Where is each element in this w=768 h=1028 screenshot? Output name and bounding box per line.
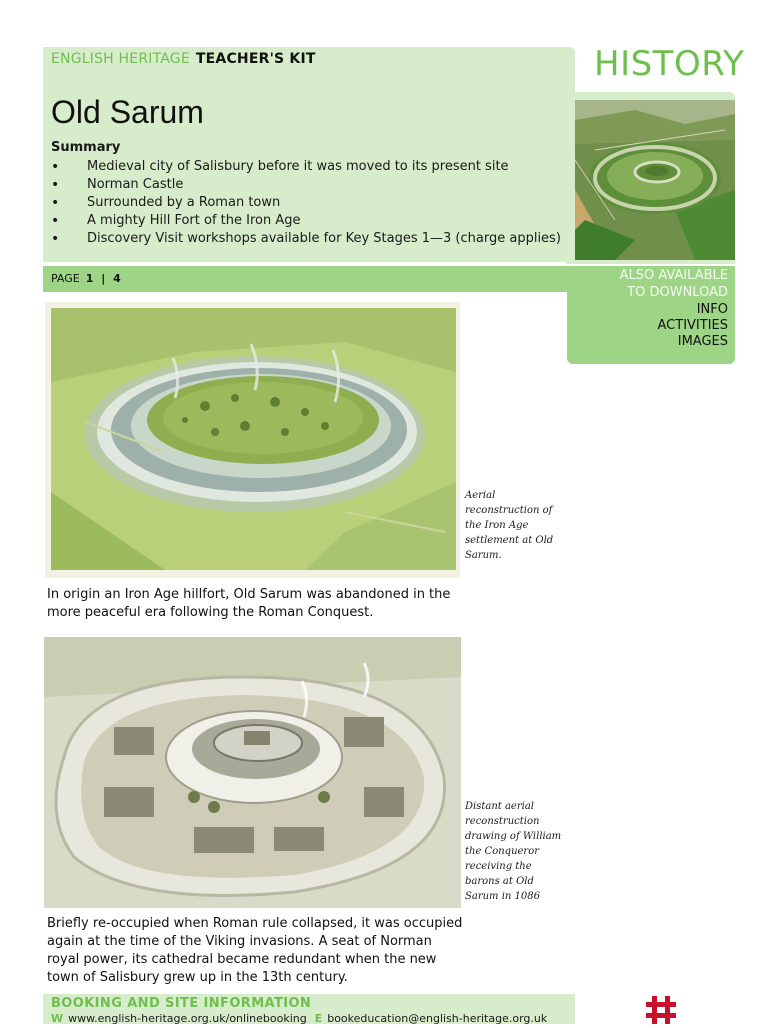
page-strip bbox=[43, 266, 575, 292]
summary-item: • Medieval city of Salisbury before it was moved to its present site bbox=[51, 158, 561, 176]
iron-age-illustration bbox=[45, 302, 460, 578]
summary-item: • Surrounded by a Roman town bbox=[51, 194, 561, 212]
footer-heading: BOOKING AND SITE INFORMATION bbox=[51, 996, 312, 1011]
web-tag: W bbox=[51, 1012, 64, 1025]
norman-illustration bbox=[44, 637, 461, 908]
brand-teachers-kit: TEACHER'S KIT bbox=[195, 51, 316, 67]
figure-1-caption: Aerial reconstruction of the Iron Age settlement at Old Sarum. bbox=[465, 490, 554, 561]
booking-email-link[interactable]: bookeducation@english-heritage.org.uk bbox=[327, 1012, 548, 1025]
page-label: PAGE bbox=[51, 272, 80, 285]
brand-line bbox=[51, 51, 316, 67]
page-title: Old Sarum bbox=[51, 94, 204, 130]
downloads-heading-line-1: ALSO AVAILABLE bbox=[619, 268, 728, 283]
summary-item: • Norman Castle bbox=[51, 176, 561, 194]
summary-heading: Summary bbox=[51, 140, 121, 155]
figure-1-paragraph: In origin an Iron Age hillfort, Old Sarum was abandoned in the more peaceful era following the Roman Conquest. bbox=[47, 587, 451, 620]
footer-contacts bbox=[51, 1012, 547, 1025]
summary-item: • A mighty Hill Fort of the Iron Age bbox=[51, 212, 561, 230]
download-link-images[interactable]: IMAGES bbox=[677, 334, 728, 349]
figure-2-caption: Distant aerial reconstruction drawing of William the Conqueror receiving the barons at Old Sarum in 1086 bbox=[465, 801, 562, 902]
email-tag: E bbox=[314, 1012, 323, 1025]
summary-list bbox=[51, 158, 561, 248]
english-heritage-logo-icon bbox=[644, 994, 678, 1024]
booking-url-link[interactable]: www.english-heritage.org.uk/onlinebooking bbox=[68, 1012, 307, 1025]
aerial-photo bbox=[575, 100, 735, 260]
page-indicator bbox=[51, 272, 123, 285]
download-link-info[interactable]: INFO bbox=[696, 302, 728, 317]
figure-2-paragraph: Briefly re-occupied when Roman rule collapsed, it was occupied again at the time of the Viking invasions. A seat of Norman royal power, its cathedral became redundant when the new town of Salisbury grew up in the 13th century. bbox=[47, 916, 463, 985]
download-link-activities[interactable]: ACTIVITIES bbox=[657, 318, 728, 333]
page-number: 1 | 4 bbox=[85, 272, 123, 285]
section-label: HISTORY bbox=[594, 44, 745, 84]
summary-item: • Discovery Visit workshops available for Key Stages 1—3 (charge applies) bbox=[51, 230, 561, 248]
downloads-heading-line-2: TO DOWNLOAD bbox=[627, 285, 728, 300]
brand-english-heritage: ENGLISH HERITAGE bbox=[51, 51, 190, 67]
